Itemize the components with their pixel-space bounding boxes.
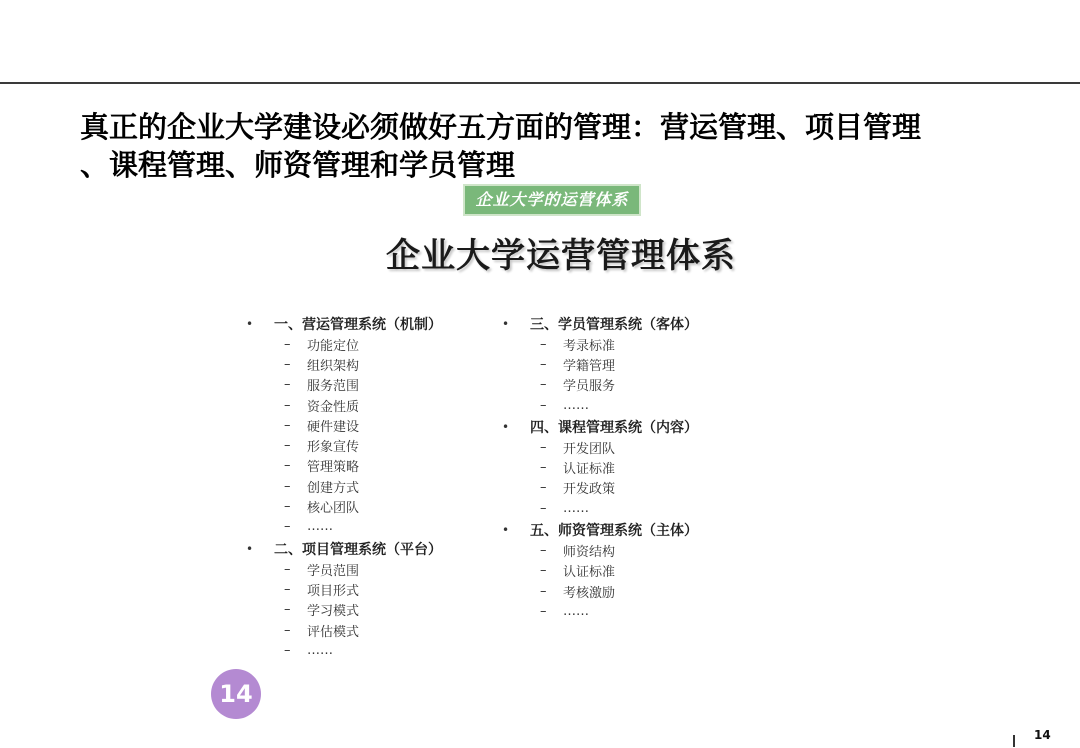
dash-icon: – xyxy=(284,622,291,638)
dash-icon: – xyxy=(284,602,291,618)
list-item xyxy=(246,476,486,496)
dash-icon: – xyxy=(284,519,291,535)
system-title: 五、师资管理系统（主体） xyxy=(530,523,698,540)
list-item-label: 项目形式 xyxy=(307,583,360,599)
top-divider xyxy=(0,82,1080,84)
dash-icon: – xyxy=(284,478,291,494)
list-item-label: 考核激励 xyxy=(563,585,616,601)
list-item-label: …… xyxy=(563,500,589,516)
list-item-label: 考录标准 xyxy=(563,338,616,354)
dash-icon: – xyxy=(540,439,547,455)
list-item xyxy=(246,456,486,476)
list-item xyxy=(246,579,486,599)
slide-heading xyxy=(80,108,1040,184)
list-item xyxy=(502,395,742,415)
list-item-label: 开发政策 xyxy=(563,482,616,498)
dash-icon: – xyxy=(540,543,547,559)
list-item xyxy=(246,435,486,455)
list-item xyxy=(502,601,742,621)
dash-icon: – xyxy=(284,336,291,352)
list-item xyxy=(502,498,742,518)
system-title: 三、学员管理系统（客体） xyxy=(530,317,698,333)
page-badge: 14 xyxy=(211,669,261,719)
dash-icon: – xyxy=(284,458,291,474)
list-item xyxy=(246,415,486,435)
list-item xyxy=(502,437,742,457)
list-item-label: …… xyxy=(307,642,333,658)
list-item xyxy=(246,600,486,620)
list-item-label: 硬件建设 xyxy=(307,419,360,435)
system-title: 一、营运管理系统（机制） xyxy=(274,317,442,333)
list-item xyxy=(502,375,742,395)
dash-icon: – xyxy=(540,563,547,579)
list-item-label: 资金性质 xyxy=(307,399,360,415)
list-item xyxy=(246,496,486,516)
list-item xyxy=(246,559,486,579)
bullet-icon: • xyxy=(246,317,254,331)
bullet-icon: • xyxy=(502,523,510,538)
list-item-label: 核心团队 xyxy=(307,501,360,517)
dash-icon: – xyxy=(284,499,291,515)
list-item xyxy=(246,517,486,537)
list-item xyxy=(246,354,486,374)
system-heading xyxy=(502,520,742,540)
system-title: 二、项目管理系统（平台） xyxy=(274,541,442,558)
list-item-label: …… xyxy=(563,603,589,619)
system-title: 四、课程管理系统（内容） xyxy=(530,420,698,437)
panel-title: 企业大学运营管理体系 xyxy=(386,236,736,276)
page-number: 14 xyxy=(1034,728,1051,742)
bullet-icon: • xyxy=(246,541,254,556)
left-column xyxy=(246,312,486,660)
list-item-label: 开发团队 xyxy=(563,441,616,457)
list-item-label: 师资结构 xyxy=(563,545,616,561)
list-item-label: 形象宣传 xyxy=(307,440,360,456)
dash-icon: – xyxy=(284,397,291,413)
list-item-label: 服务范围 xyxy=(307,379,360,395)
list-item-label: 组织架构 xyxy=(307,358,360,374)
list-item xyxy=(502,457,742,477)
system-heading xyxy=(246,539,486,559)
list-item xyxy=(502,561,742,581)
list-item-label: 认证标准 xyxy=(563,565,616,581)
dash-icon: – xyxy=(284,417,291,433)
dash-icon: – xyxy=(284,581,291,597)
bullet-icon: • xyxy=(502,420,510,435)
list-item-label: …… xyxy=(307,519,333,535)
list-item xyxy=(502,478,742,498)
list-item-label: 学籍管理 xyxy=(563,358,616,374)
dash-icon: – xyxy=(540,397,547,413)
list-item-label: 评估模式 xyxy=(307,624,360,640)
dash-icon: – xyxy=(284,377,291,393)
right-column xyxy=(502,312,742,622)
green-tag-label: 企业大学的运营体系 xyxy=(463,184,641,216)
dash-icon: – xyxy=(540,356,547,372)
list-item-label: 学员服务 xyxy=(563,379,616,395)
heading-line-2: 、课程管理、师资管理和学员管理 xyxy=(80,148,516,182)
system-heading xyxy=(502,417,742,437)
list-item-label: 管理策略 xyxy=(307,460,360,476)
list-item-label: …… xyxy=(563,397,589,413)
page-number-divider xyxy=(1013,735,1015,747)
list-item xyxy=(246,620,486,640)
heading-line-1: 真正的企业大学建设必须做好五方面的管理：营运管理、项目管理 xyxy=(80,110,922,144)
dash-icon: – xyxy=(540,460,547,476)
list-item xyxy=(246,375,486,395)
list-item-label: 功能定位 xyxy=(307,338,360,354)
list-item xyxy=(246,640,486,660)
dash-icon: – xyxy=(540,583,547,599)
dash-icon: – xyxy=(284,356,291,372)
list-item xyxy=(246,334,486,354)
list-item xyxy=(246,395,486,415)
list-item xyxy=(502,334,742,354)
dash-icon: – xyxy=(540,480,547,496)
system-heading xyxy=(502,314,742,334)
list-item-label: 创建方式 xyxy=(307,480,360,496)
list-item xyxy=(502,354,742,374)
dash-icon: – xyxy=(284,561,291,577)
system-heading xyxy=(246,314,486,334)
dash-icon: – xyxy=(540,500,547,516)
dash-icon: – xyxy=(540,377,547,393)
dash-icon: – xyxy=(284,438,291,454)
dash-icon: – xyxy=(540,603,547,619)
list-item-label: 认证标准 xyxy=(563,462,616,478)
dash-icon: – xyxy=(284,642,291,658)
dash-icon: – xyxy=(540,336,547,352)
bullet-icon: • xyxy=(502,317,510,331)
list-item xyxy=(502,581,742,601)
list-item-label: 学员范围 xyxy=(307,563,360,579)
list-item xyxy=(502,540,742,560)
list-item-label: 学习模式 xyxy=(307,604,360,620)
